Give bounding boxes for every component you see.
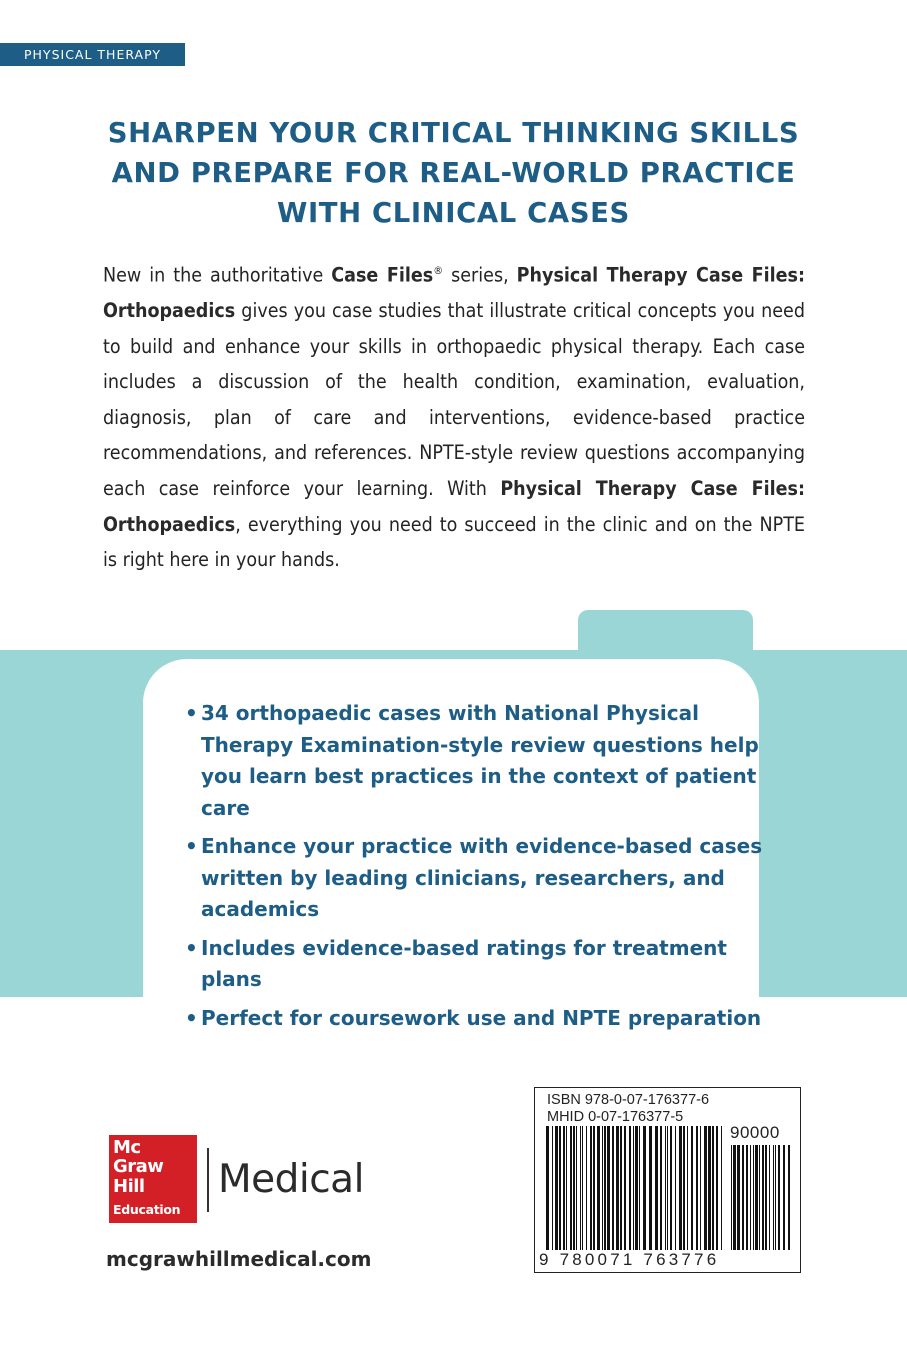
barcode-bar — [683, 1126, 685, 1250]
barcode-bar — [687, 1126, 688, 1250]
publisher-url: mcgrawhillmedical.com — [106, 1247, 372, 1271]
bullet-icon: • — [185, 834, 198, 858]
description-text: , everything you need to succeed in the clinic and on the NPTE is right here in your hands. — [103, 512, 805, 572]
barcode-bar — [633, 1126, 634, 1250]
description-paragraph — [103, 253, 805, 578]
barcode-bar — [696, 1126, 698, 1250]
book-title: Physical Therapy Case Files: Orthopaedics — [103, 263, 805, 323]
barcode-bar — [573, 1126, 575, 1250]
barcode-bar — [731, 1145, 732, 1250]
barcode-bar — [691, 1126, 693, 1250]
barcode-bar — [620, 1126, 622, 1250]
isbn-label: ISBN 978-0-07-176377-6 — [547, 1092, 710, 1108]
barcode-bar — [635, 1126, 638, 1250]
barcode-bar — [778, 1145, 780, 1250]
category-tag: PHYSICAL THERAPY — [0, 43, 185, 66]
barcode-icon — [546, 1126, 724, 1250]
barcode-bar — [629, 1126, 631, 1250]
barcode-bar — [559, 1126, 561, 1250]
barcode-bar — [649, 1126, 652, 1250]
barcode-bar — [783, 1145, 785, 1250]
barcode-box — [534, 1087, 801, 1273]
barcode-bar — [721, 1126, 722, 1250]
barcode-bar — [700, 1126, 701, 1250]
barcode-bar — [590, 1126, 592, 1250]
registered-mark: ® — [433, 264, 444, 277]
mcgraw-hill-logo — [109, 1135, 197, 1223]
headline-line: AND PREPARE FOR REAL-WORLD PRACTICE — [111, 157, 796, 189]
price-code: 90000 — [730, 1123, 780, 1142]
list-item — [185, 933, 785, 996]
barcode-bar — [667, 1126, 668, 1250]
barcode-bar — [563, 1126, 565, 1250]
series-name: Case Files — [331, 263, 434, 287]
description-text: series, — [443, 263, 517, 287]
barcode-bar — [586, 1126, 587, 1250]
barcode-addon-icon — [731, 1145, 791, 1250]
barcode-bar — [737, 1145, 740, 1250]
list-item-text: Includes evidence-based ratings for treatment plans — [201, 935, 727, 991]
logo-divider — [207, 1148, 209, 1212]
barcode-bar — [746, 1145, 748, 1250]
list-item — [185, 698, 785, 824]
barcode-bar — [576, 1126, 577, 1250]
logo-text: Graw — [113, 1156, 164, 1177]
headline-line: SHARPEN YOUR CRITICAL THINKING SKILLS — [107, 117, 800, 149]
barcode-bar — [655, 1126, 658, 1250]
barcode-bar — [593, 1126, 595, 1250]
barcode-bar — [552, 1126, 553, 1250]
barcode-bar — [546, 1126, 549, 1250]
barcode-bar — [660, 1126, 662, 1250]
barcode-bar — [775, 1145, 776, 1250]
bullet-icon: • — [185, 1005, 198, 1030]
logo-text: Education — [113, 1202, 181, 1217]
barcode-bar — [624, 1126, 626, 1250]
barcode-bar — [769, 1145, 770, 1250]
barcode-bar — [753, 1145, 754, 1250]
barcode-bar — [759, 1145, 760, 1250]
barcode-bar — [665, 1126, 666, 1250]
barcode-bar — [612, 1126, 614, 1250]
barcode-bar — [604, 1126, 606, 1250]
bullet-icon: • — [185, 935, 198, 960]
barcode-bar — [733, 1145, 736, 1250]
barcode-bar — [566, 1126, 567, 1250]
barcode-bar — [675, 1126, 676, 1250]
barcode-bar — [580, 1126, 581, 1250]
list-item — [185, 831, 785, 926]
barcode-bar — [762, 1145, 764, 1250]
barcode-bar — [582, 1126, 583, 1250]
barcode-bar — [616, 1126, 619, 1250]
feature-list — [185, 698, 785, 1041]
list-item-text: Perfect for coursework use and NPTE preparation — [201, 1005, 762, 1030]
barcode-bar — [742, 1145, 744, 1250]
book-title: Physical Therapy Case Files: Orthopaedics — [103, 477, 805, 536]
barcode-bar — [788, 1145, 790, 1250]
barcode-bar — [639, 1126, 640, 1250]
barcode-bar — [597, 1126, 600, 1250]
imprint-name: Medical — [218, 1157, 364, 1202]
barcode-bar — [602, 1126, 603, 1250]
list-item-text: 34 orthopaedic cases with National Physical Therapy Examination-style review questions help you learn best practices in the context of patient care — [201, 701, 759, 820]
barcode-bar — [712, 1126, 714, 1250]
barcode-bar — [708, 1126, 711, 1250]
barcode-bar — [750, 1145, 751, 1250]
barcode-bar — [755, 1145, 758, 1250]
barcode-bar — [716, 1126, 718, 1250]
logo-text: Mc — [113, 1137, 141, 1158]
barcode-bar — [679, 1126, 682, 1250]
bullet-icon: • — [185, 701, 198, 725]
barcode-bar — [704, 1126, 707, 1250]
description-text: gives you case studies that illustrate critical concepts you need to build and enhance your skills in orthopaedic physical therapy. Each case includes a discussion of the health condition, examination, evaluation, diagnosis, plan of care and interventions, evidence-based practice recommendations, and references. NPTE-style review questions accompanying each case reinforce your learning. With — [103, 299, 805, 501]
barcode-bar — [670, 1126, 672, 1250]
mhid-label: MHID 0-07-176377-5 — [547, 1109, 684, 1125]
description-text: New in the authoritative — [103, 263, 332, 287]
headline-line: WITH CLINICAL CASES — [277, 197, 630, 229]
barcode-bar — [765, 1145, 767, 1250]
headline — [60, 113, 847, 233]
barcode-bar — [643, 1126, 646, 1250]
list-item-text: Enhance your practice with evidence-based cases written by leading clinicians, researchers, and academics — [201, 834, 763, 921]
barcode-bar — [570, 1126, 572, 1250]
logo-text: Hill — [113, 1176, 145, 1197]
barcode-bar — [555, 1126, 558, 1250]
barcode-bar — [773, 1145, 774, 1250]
list-item — [185, 1003, 785, 1035]
barcode-bar — [607, 1126, 610, 1250]
barcode-digits: 9 780071 763776 — [539, 1250, 720, 1269]
